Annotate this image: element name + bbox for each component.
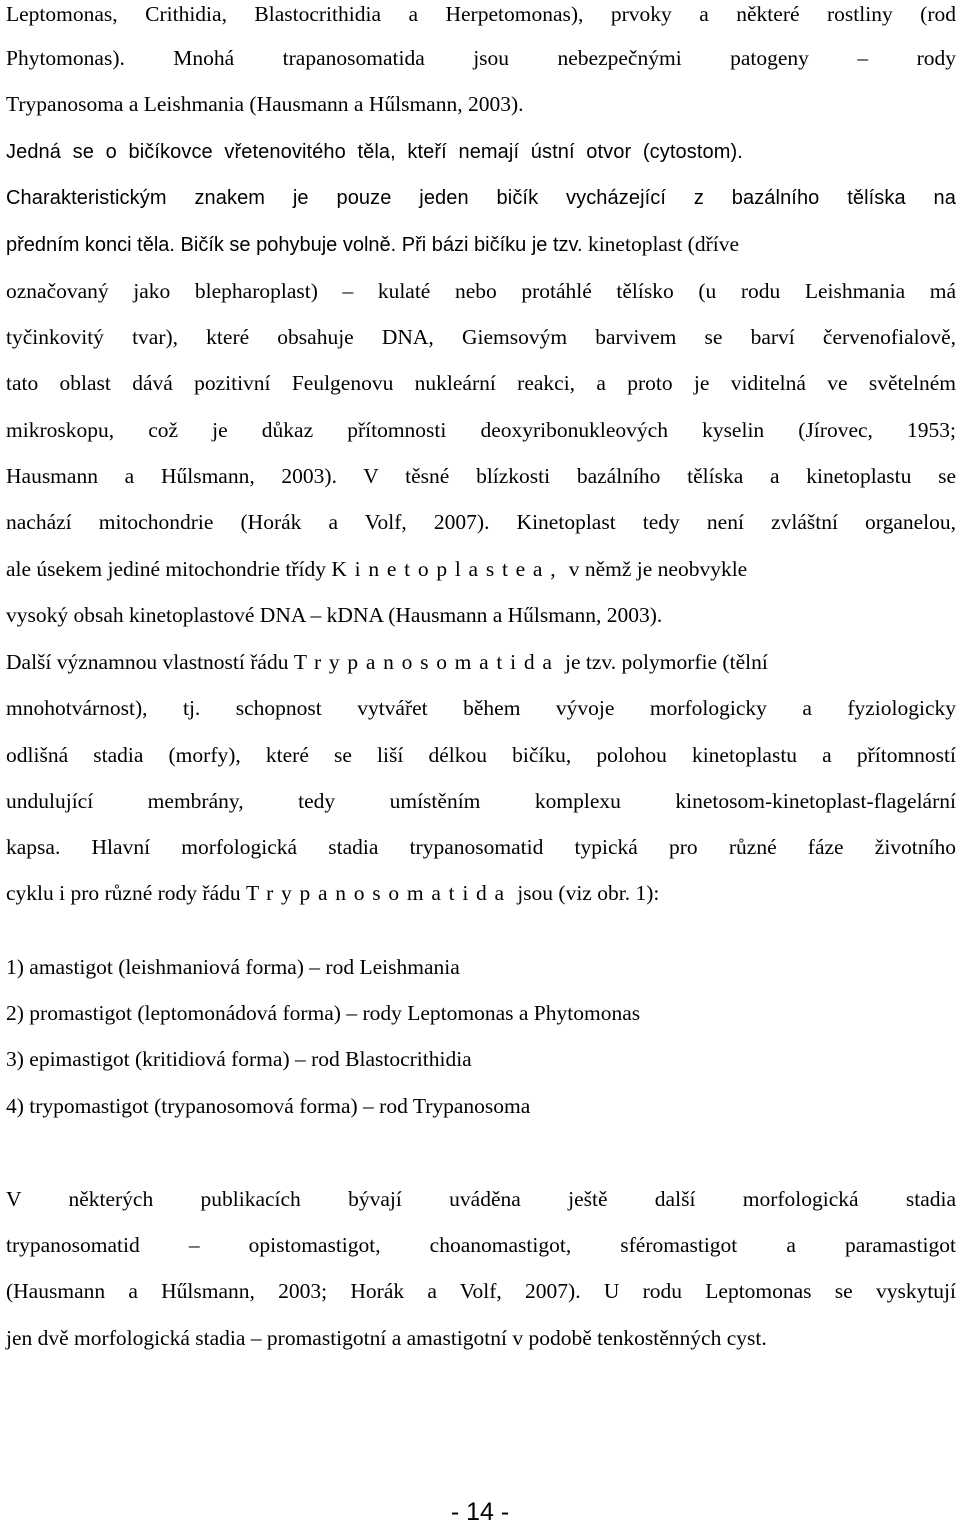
text-line-mixed: předním konci těla. Bičík se pohybuje volně. Při bázi bičíku je tzv. kinetoplast (dříve: [6, 232, 740, 256]
text-line: Hausmann a Hűlsmann, 2003). V těsné blízkosti bazálního tělíska a kinetoplastu se: [6, 464, 956, 488]
text-line: Jedná se o bičíkovce vřetenovitého těla, kteří nemají ústní otvor (cytostom).: [6, 141, 743, 163]
list-item: 1) amastigot (leishmaniová forma) – rod Leishmania: [6, 955, 460, 979]
text-line: tato oblast dává pozitivní Feulgenovu nukleární reakci, a proto je viditelná ve světelném: [6, 371, 956, 395]
text-line: mnohotvárnost), tj. schopnost vytvářet během vývoje morfologicky a fyziologicky: [6, 696, 956, 720]
text-line-spaced: cyklu i pro různé rody řádu Trypanosomatida jsou (viz obr. 1):: [6, 881, 660, 905]
text-line: odlišná stadia (morfy), které se liší délkou bičíku, polohou kinetoplastu a přítomností: [6, 743, 956, 767]
text-line: mikroskopu, což je důkaz přítomnosti deoxyribonukleových kyselin (Jírovec, 1953;: [6, 418, 956, 442]
list-item: 2) promastigot (leptomonádová forma) – rody Leptomonas a Phytomonas: [6, 1001, 641, 1025]
list-item: 4) trypomastigot (trypanosomová forma) – rod Trypanosoma: [6, 1094, 531, 1118]
text-line: trypanosomatid – opistomastigot, choanomastigot, sféromastigot a paramastigot: [6, 1233, 956, 1257]
text-line: nachází mitochondrie (Horák a Volf, 2007). Kinetoplast tedy není zvláštní organelou,: [6, 510, 956, 534]
text-line: jen dvě morfologická stadia – promastigotní a amastigotní v podobě tenkostěnných cyst.: [6, 1326, 767, 1350]
text-line: (Hausmann a Hűlsmann, 2003; Horák a Volf, 2007). U rodu Leptomonas se vyskytují: [6, 1279, 956, 1303]
page-number: - 14 -: [450, 1498, 510, 1526]
list-item: 3) epimastigot (kritidiová forma) – rod Blastocrithidia: [6, 1047, 472, 1071]
text-line: Leptomonas, Crithidia, Blastocrithidia a Herpetomonas), prvoky a některé rostliny (rod: [6, 2, 956, 26]
text-line-spaced: ale úsekem jediné mitochondrie třídy Kinetoplastea, v němž je neobvykle: [6, 557, 748, 581]
text-line: Trypanosoma a Leishmania (Hausmann a Hűlsmann, 2003).: [6, 92, 524, 116]
text-line: označovaný jako blepharoplast) – kulaté nebo protáhlé tělísko (u rodu Leishmania má: [6, 279, 956, 303]
text-line: undulující membrány, tedy umístěním komplexu kinetosom-kinetoplast-flagelární: [6, 789, 956, 813]
text-line-spaced: Další významnou vlastností řádu Trypanosomatida je tzv. polymorfie (tělní: [6, 650, 768, 674]
text-line: vysoký obsah kinetoplastové DNA – kDNA (Hausmann a Hűlsmann, 2003).: [6, 603, 663, 627]
text-line: Charakteristickým znakem je pouze jeden bičík vycházející z bazálního tělíska na: [6, 187, 956, 209]
text-line: Phytomonas). Mnohá trapanosomatida jsou nebezpečnými patogeny – rody: [6, 46, 956, 70]
text-line: kapsa. Hlavní morfologická stadia trypanosomatid typická pro různé fáze životního: [6, 835, 956, 859]
text-line: V některých publikacích bývají uváděna ještě další morfologická stadia: [6, 1187, 956, 1211]
text-line: tyčinkovitý tvar), které obsahuje DNA, Giemsovým barvivem se barví červenofialově,: [6, 325, 956, 349]
